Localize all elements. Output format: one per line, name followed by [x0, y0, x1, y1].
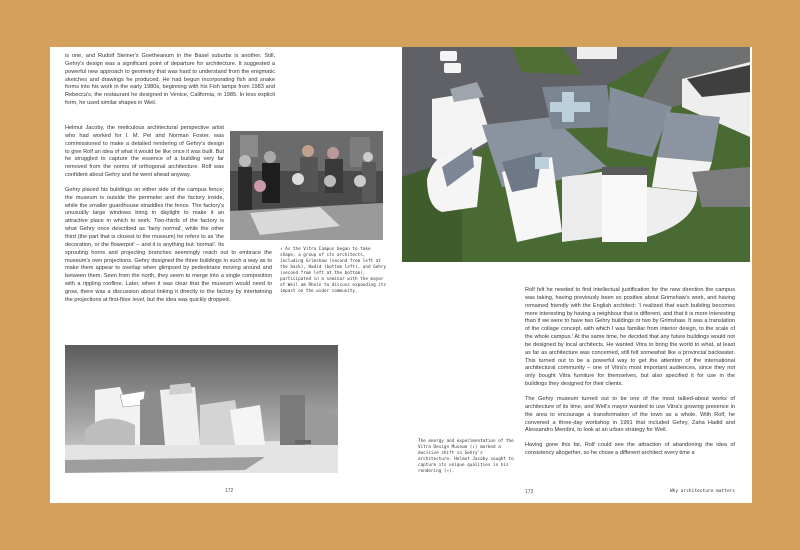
seminar-group-photo — [230, 131, 383, 240]
left-page — [50, 47, 402, 503]
paragraph: Rolf felt he needed to find intellectual justification for the new direction the campus was taking, having previously been so positive about Grimshaw's work, and having remained friendly with the English architect: 'I realized that each building becomes more interesting by having a neighbour that is different, and that it is more interesting than if we were to have two Gehry buildings or two by Grimshaw. It was a translation of the collage concept, with which I was familiar from interior design, to the scale of the whole campus.' At the same time, he decided that any future buildings would not be designed by local architects. He wanted Vitra to bring the world to what, at least as far as architecture was concerned, still felt somewhat like a provincial backwater. This turned out to be a powerful way to get the attention of the international architectural community – one of Vitra's most important audiences, since they not only bought Vitra furniture for themselves, but also specified it for use in the buildings they designed for their clients. — [525, 287, 735, 388]
paragraph: Having gone this far, Rolf could see the attraction of abandoning the idea of consistency altogether, so he chose a different architect every time a — [525, 442, 735, 457]
paragraph-intro — [65, 53, 275, 115]
page-number: 172 — [225, 488, 234, 494]
paragraph: The Gehry museum turned out to be one of the most talked-about works of architecture of its time, and Weil's mayor wanted to use Vitra's growing presence in the area to encourage a transformation of the town as a whole. With Rolf, he convened a three-day workshop in 1991 that included Gehry, Zaha Hadid and Alessandro Mendini, to look at an urban strategy for Weil. — [525, 395, 735, 434]
page-number: 173 — [525, 489, 534, 495]
photo-caption: ↑ As the Vitra Campus began to take shape, a group of its architects, including Grimshaw (second from left at the back), Hadid (bottom left), and Gehry (second from left at the bottom), participated in a seminar with the mayor of Weil am Rhein to discuss expanding its impact on the wider community. — [280, 247, 387, 294]
vitra-museum-aerial-photo — [402, 47, 750, 262]
rendering-caption: The energy and experimentation of the Vitra Design Museum (↑) marked a decisive shift in Gehry's architecture. Helmut Jacoby sought to capture its unique qualities in his rendering (←). — [418, 439, 514, 474]
museum-rendering-drawing — [65, 345, 338, 473]
paragraph: Gehry placed his buildings on either side of the campus fence; the museum is outside the perimeter and the factory inside, while the smaller guardhouse straddles the fence. The factory's unusually large windows bring in daylight to make it an attractive place in which to work. Two-thirds of the factory is what Gehry once described as 'fairly normal', while the other third (the part that is closest to the museum) he refers to as 'the decoration, or the flowerpot' – and it is anything but 'normal'. Its sprouting horns and projecting branches seemingly reach out to embrace the museum's own projections. Gehry designed the three buildings in such a way as to make them appear to overlap when glimpsed by pedestrians moving around and between them. Seen from the north, they seem to merge into a single composition with a rippling roofline. Later, when it was clear that the museum would need to grow, there was a discussion about linking it directly to the factory by intertwining the projections at first-floor level, but the idea was quickly dropped. — [65, 186, 272, 303]
group-photo — [230, 131, 388, 243]
right-body-text — [525, 287, 735, 465]
paragraph: Helmut Jacoby, the meticulous architectural perspective artist who had worked for I. M. Pei and Norman Foster, was commissioned to make a detailed rendering of Gehry's design to give Rolf an idea of what it would be like once it was built. But he struggled to capture the essence of a building very far removed from the norms of orthogonal architecture. Rolf was confident about Gehry and he went ahead anyway. — [65, 125, 224, 179]
running-footer: Why architecture matters — [669, 489, 735, 494]
aerial-photo — [402, 47, 750, 262]
photo-caption-column — [280, 247, 388, 337]
paragraph: is one, and Rudolf Steiner's Goetheanum in the Basel suburbs is another. Still, Gehry's design was a significant point of departure for architecture. It suggested a powerful new approach to geometry that was hard to understand from the enigmatic sketches and drawings he produced. He had begun incorporating fish and snake forms into his work in the early 1980s, beginning with his Fish lamps from 1983 and Rebecca's, the restaurant he designed in Venice, California, in 1985. In less explicit form, he used similar shapes in Weil. — [65, 53, 275, 107]
jacoby-rendering — [65, 345, 338, 473]
right-page — [402, 47, 752, 503]
text-wrap-block — [65, 125, 388, 337]
